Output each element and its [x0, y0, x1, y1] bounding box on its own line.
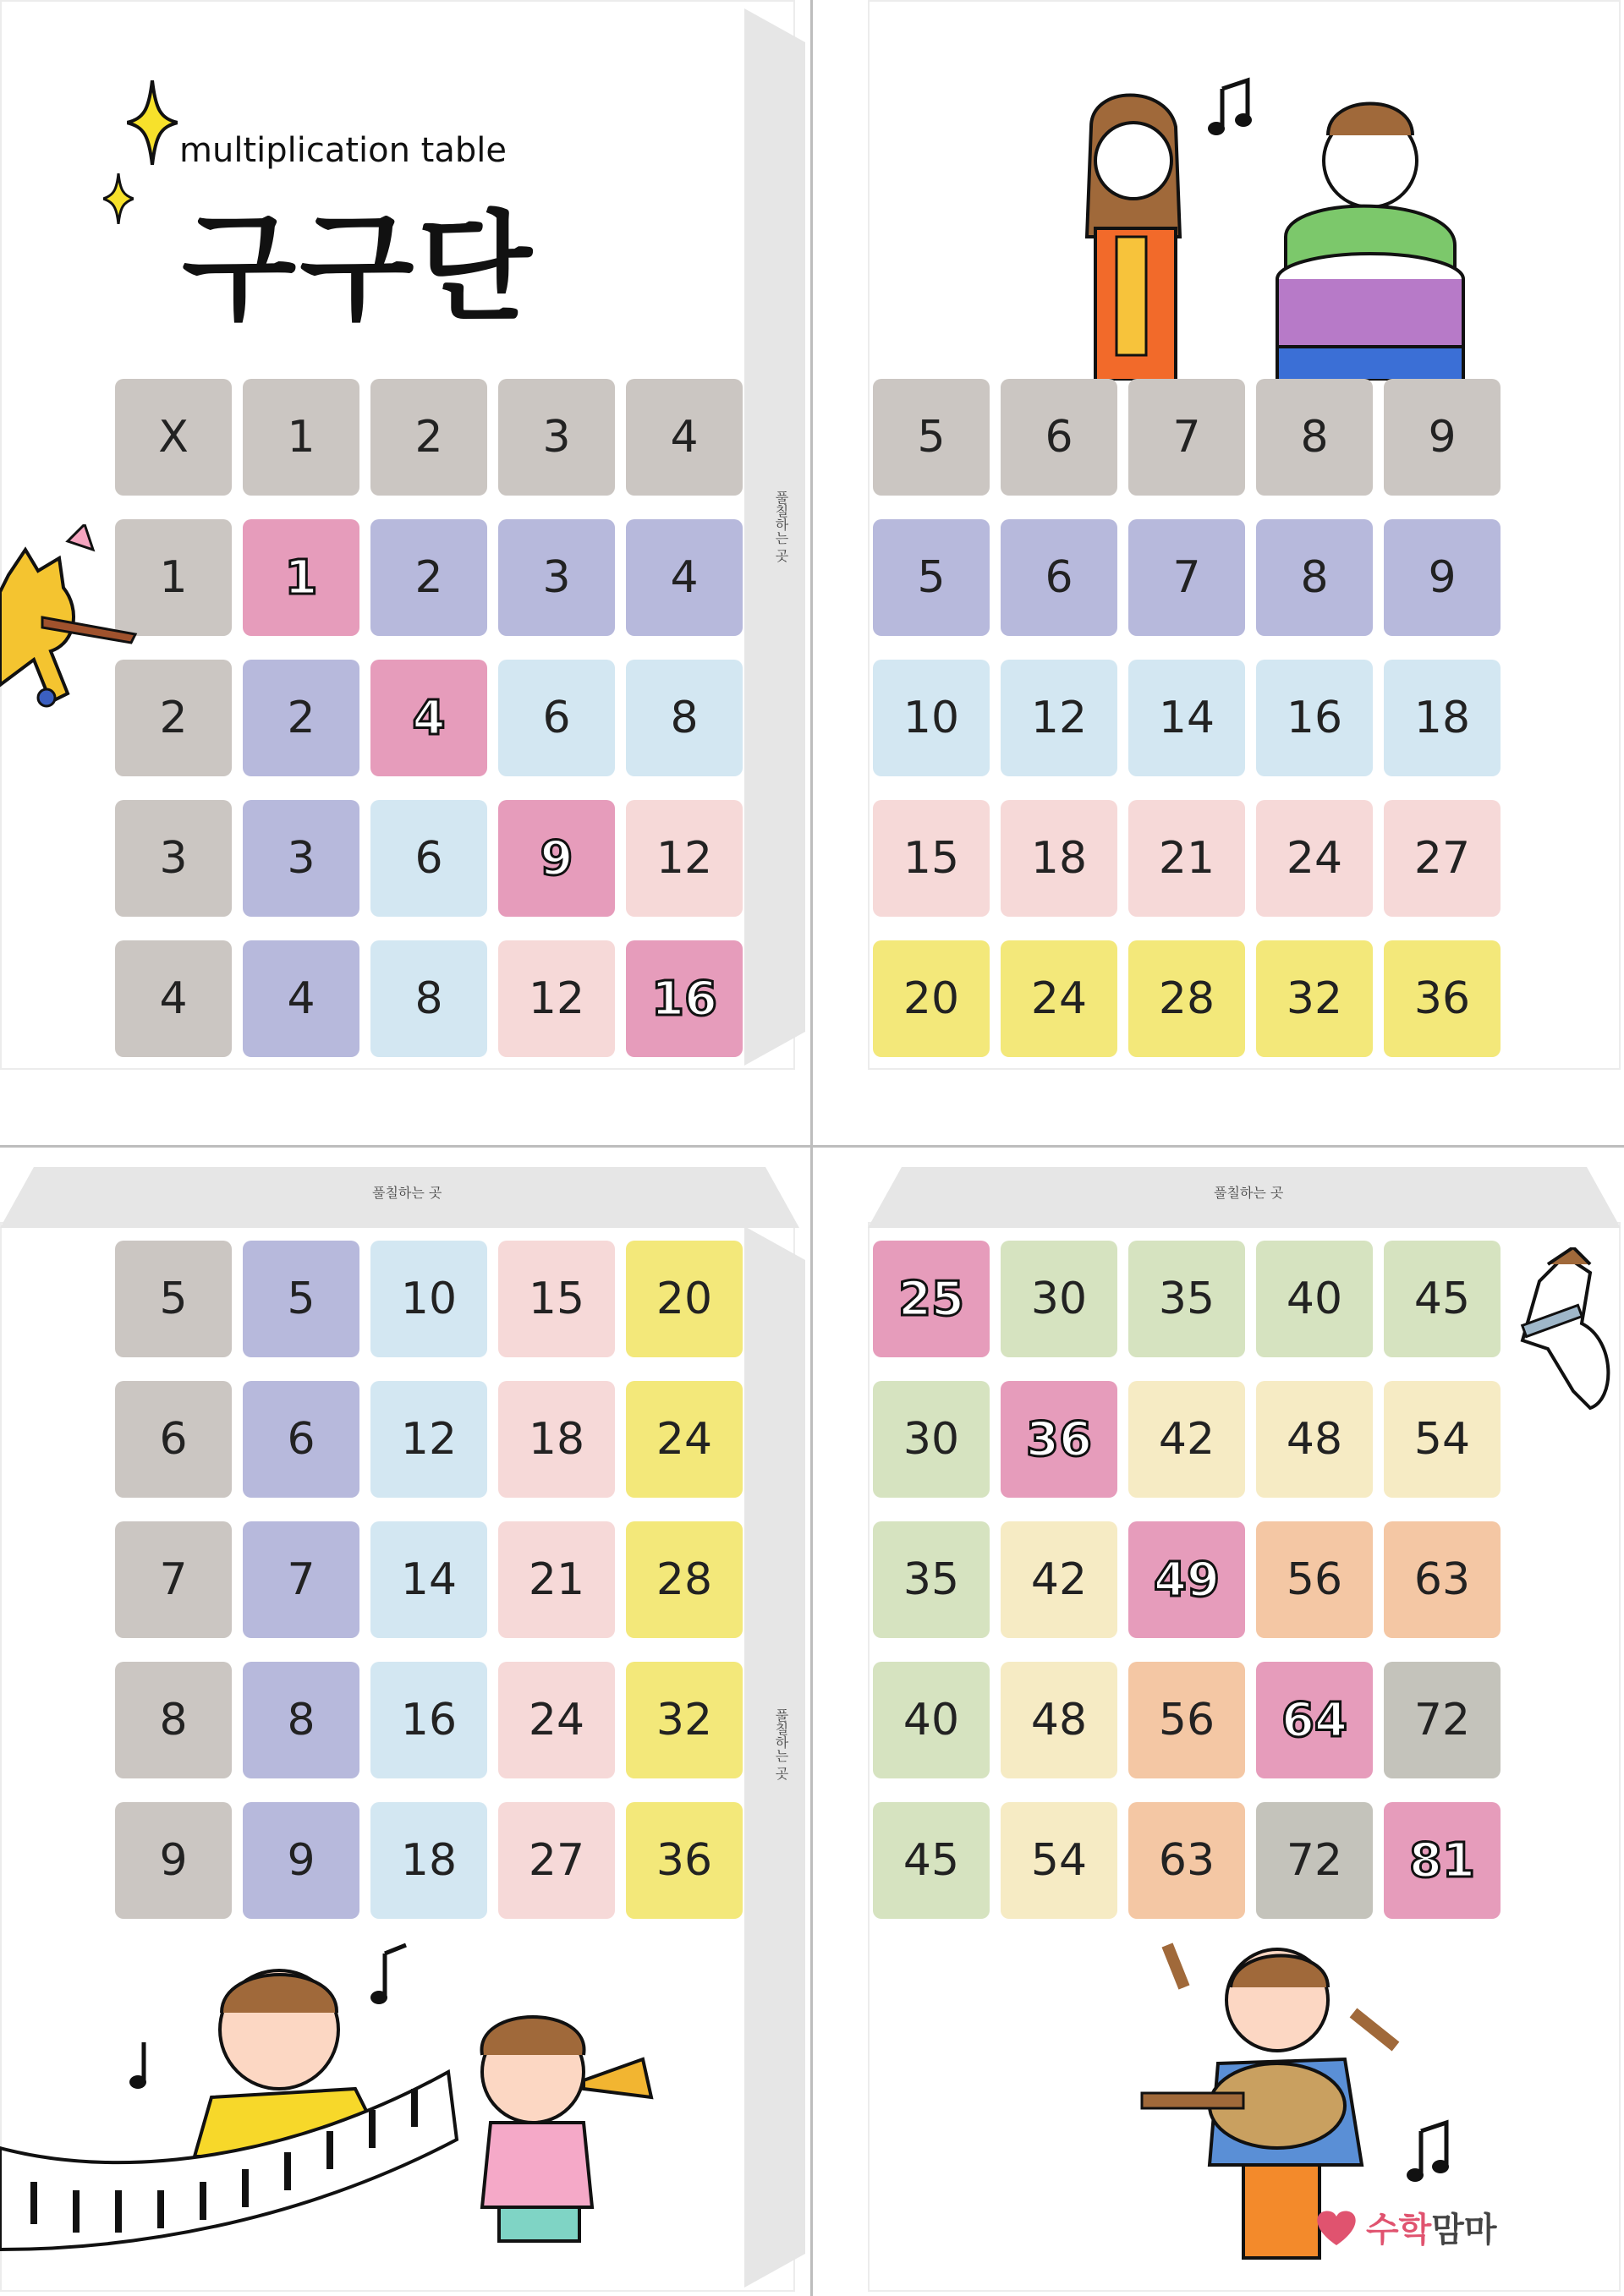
table-cell: 56 [1256, 1521, 1373, 1638]
table-cell: 10 [370, 1241, 487, 1357]
table-cell: X [115, 379, 232, 496]
table-cell: 3 [498, 379, 615, 496]
square-number-cell: 25 [873, 1241, 990, 1357]
table-cell: 7 [1128, 519, 1245, 636]
glue-tab-label-bottom-left-side: 풀칠하는 곳 [773, 1708, 789, 1781]
table-cell: 24 [498, 1662, 615, 1778]
table-cell: 8 [370, 940, 487, 1057]
table-cell: 27 [498, 1802, 615, 1919]
table-cell: 5 [243, 1241, 359, 1357]
piano-trumpet-illustration [0, 1937, 677, 2283]
table-cell: 56 [1128, 1662, 1245, 1778]
glue-tab-label-bottom-right-top: 풀칠하는 곳 [1214, 1185, 1284, 1201]
table-cell: 54 [1384, 1381, 1501, 1498]
table-cell: 7 [1128, 379, 1245, 496]
table-cell: 42 [1128, 1381, 1245, 1498]
table-cell: 4 [243, 940, 359, 1057]
square-number-cell: 16 [626, 940, 743, 1057]
table-cell: 12 [370, 1381, 487, 1498]
table-cell: 42 [1001, 1521, 1117, 1638]
square-number-cell: 4 [370, 660, 487, 776]
table-cell: 6 [498, 660, 615, 776]
table-cell: 6 [1001, 519, 1117, 636]
table-cell: 24 [1001, 940, 1117, 1057]
table-cell: 9 [115, 1802, 232, 1919]
table-cell: 20 [626, 1241, 743, 1357]
table-cell: 45 [1384, 1241, 1501, 1357]
table-cell: 1 [243, 379, 359, 496]
table-cell: 28 [1128, 940, 1245, 1057]
table-cell: 2 [115, 660, 232, 776]
table-cell: 8 [1256, 519, 1373, 636]
table-cell: 45 [873, 1802, 990, 1919]
table-cell: 6 [243, 1381, 359, 1498]
table-cell: 2 [370, 379, 487, 496]
brand-name-a: 수학 [1366, 2211, 1432, 2249]
table-cell: 6 [370, 800, 487, 917]
table-cell: 3 [498, 519, 615, 636]
table-cell: 12 [626, 800, 743, 917]
square-number-cell: 36 [1001, 1381, 1117, 1498]
table-cell: 30 [1001, 1241, 1117, 1357]
table-cell: 2 [370, 519, 487, 636]
table-cell: 35 [1128, 1241, 1245, 1357]
table-cell: 48 [1256, 1381, 1373, 1498]
table-cell: 24 [626, 1381, 743, 1498]
table-cell: 9 [1384, 519, 1501, 636]
table-cell: 7 [115, 1521, 232, 1638]
table-cell: 9 [243, 1802, 359, 1919]
heart-logo-icon [1315, 2208, 1358, 2247]
cat-violinist-illustration [0, 524, 144, 719]
table-cell: 40 [873, 1662, 990, 1778]
table-cell: 54 [1001, 1802, 1117, 1919]
table-cell: 5 [115, 1241, 232, 1357]
table-cell: 6 [115, 1381, 232, 1498]
table-cell: 3 [115, 800, 232, 917]
table-cell: 21 [498, 1521, 615, 1638]
table-cell: 4 [626, 519, 743, 636]
table-cell: 72 [1256, 1802, 1373, 1919]
musicians-illustration [1083, 68, 1480, 381]
table-cell: 5 [873, 519, 990, 636]
table-cell: 4 [115, 940, 232, 1057]
table-cell: 7 [243, 1521, 359, 1638]
table-cell: 40 [1256, 1241, 1373, 1357]
table-cell: 30 [873, 1381, 990, 1498]
table-cell: 20 [873, 940, 990, 1057]
table-cell: 14 [1128, 660, 1245, 776]
table-cell: 63 [1384, 1521, 1501, 1638]
table-cell: 8 [115, 1662, 232, 1778]
table-cell: 8 [626, 660, 743, 776]
glue-tab-label-top-left: 풀칠하는 곳 [773, 490, 789, 563]
brand-logo [1315, 2203, 1497, 2251]
table-cell: 6 [1001, 379, 1117, 496]
table-cell: 16 [1256, 660, 1373, 776]
table-cell: 18 [370, 1802, 487, 1919]
table-cell: 12 [1001, 660, 1117, 776]
dog-flute-illustration [1514, 1247, 1620, 1433]
table-cell: 14 [370, 1521, 487, 1638]
brand-name-b: 맘마 [1431, 2211, 1497, 2249]
glue-tab-label-bottom-left-top: 풀칠하는 곳 [372, 1185, 442, 1201]
table-cell: 9 [1384, 379, 1501, 496]
square-number-cell: 1 [243, 519, 359, 636]
table-cell: 18 [498, 1381, 615, 1498]
table-cell: 28 [626, 1521, 743, 1638]
table-cell: 8 [243, 1662, 359, 1778]
table-cell: 15 [873, 800, 990, 917]
square-number-cell: 49 [1128, 1521, 1245, 1638]
table-cell: 18 [1384, 660, 1501, 776]
table-cell: 15 [498, 1241, 615, 1357]
table-cell: 24 [1256, 800, 1373, 917]
table-cell: 21 [1128, 800, 1245, 917]
page-title: 구구단 [182, 200, 535, 337]
square-number-cell: 81 [1384, 1802, 1501, 1919]
table-cell: 2 [243, 660, 359, 776]
table-cell: 36 [1384, 940, 1501, 1057]
table-cell: 48 [1001, 1662, 1117, 1778]
table-cell: 5 [873, 379, 990, 496]
table-cell: 1 [115, 519, 232, 636]
table-cell: 32 [1256, 940, 1373, 1057]
table-cell: 36 [626, 1802, 743, 1919]
table-cell: 27 [1384, 800, 1501, 917]
table-cell: 10 [873, 660, 990, 776]
table-cell: 63 [1128, 1802, 1245, 1919]
sparkle-icon [127, 80, 178, 165]
subtitle-english: multiplication table [179, 131, 507, 170]
table-cell: 18 [1001, 800, 1117, 917]
table-cell: 32 [626, 1662, 743, 1778]
table-cell: 35 [873, 1521, 990, 1638]
sparkle-icon [103, 173, 134, 224]
table-cell: 72 [1384, 1662, 1501, 1778]
square-number-cell: 64 [1256, 1662, 1373, 1778]
square-number-cell: 9 [498, 800, 615, 917]
table-cell: 12 [498, 940, 615, 1057]
table-cell: 16 [370, 1662, 487, 1778]
table-cell: 3 [243, 800, 359, 917]
table-cell: 4 [626, 379, 743, 496]
table-cell: 8 [1256, 379, 1373, 496]
